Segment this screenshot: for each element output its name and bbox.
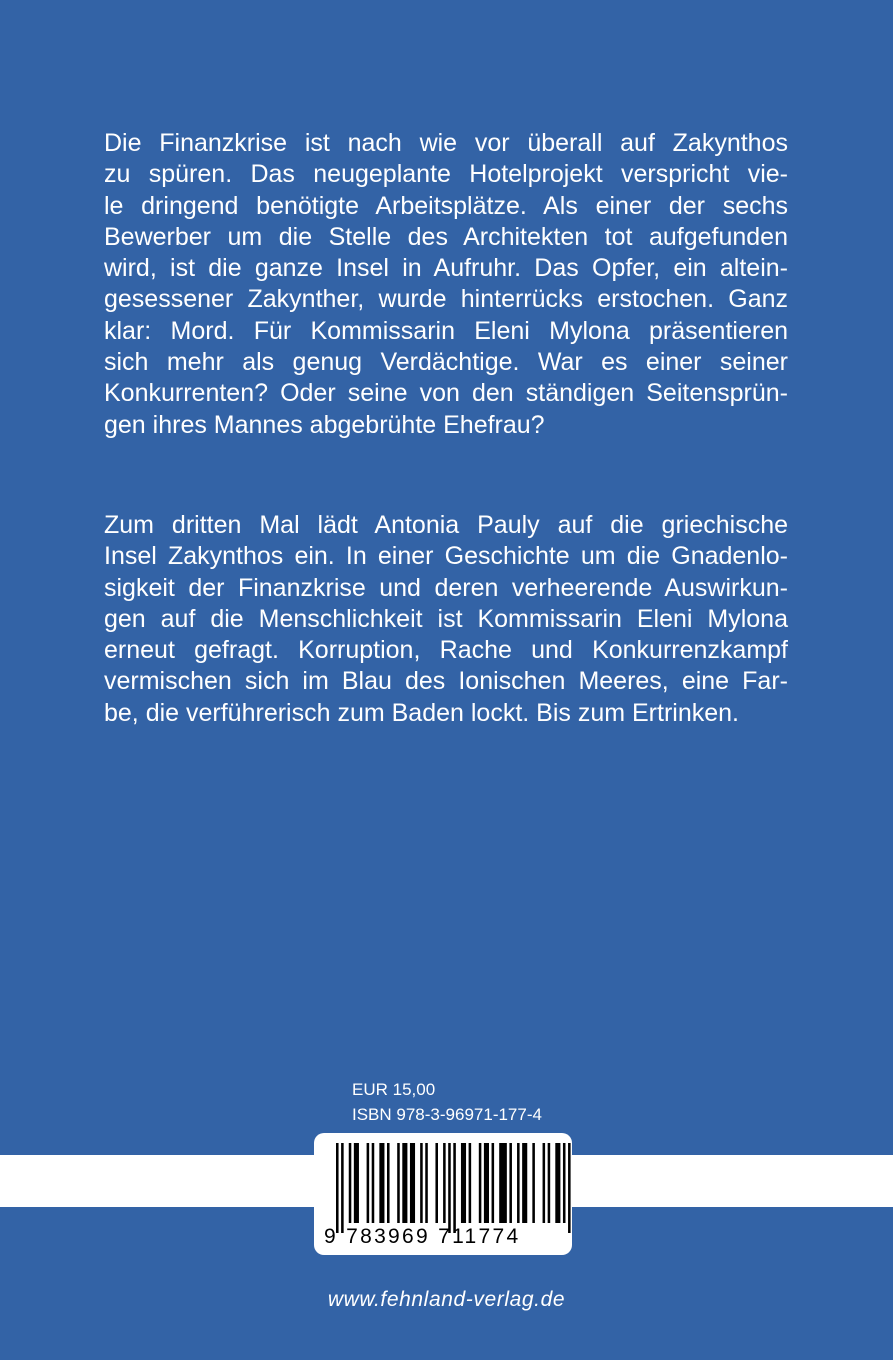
barcode-bar <box>479 1143 482 1223</box>
blurb-line: Konkurrenten? Oder seine von den ständigen Seitensprün- <box>104 379 788 408</box>
blurb-line: Die Finanzkrise ist nach wie vor überall auf Zakynthos <box>104 129 788 157</box>
barcode-bar <box>425 1143 428 1223</box>
barcode-bar <box>492 1143 495 1223</box>
blurb-line: Zum dritten Mal lädt Antonia Pauly auf die griechische <box>104 511 788 539</box>
blurb-line: gen ihres Mannes abgebrühte Ehefrau? <box>104 410 545 439</box>
barcode-bar <box>379 1143 384 1223</box>
barcode-bar <box>367 1143 370 1223</box>
barcode-bar <box>435 1143 438 1223</box>
barcode-bar <box>484 1143 489 1223</box>
blurb-paragraph-2 <box>104 510 788 729</box>
barcode-bar <box>499 1143 507 1223</box>
blurb-line: erneut gefragt. Korruption, Rache und Konkurrenzkampf <box>104 636 788 665</box>
blurb-line: zu spüren. Das neugeplante Hotelprojekt verspricht vie- <box>104 160 788 189</box>
barcode-bar <box>336 1143 339 1233</box>
blurb-line: wird, ist die ganze Insel in Aufruhr. Das Opfer, ein altein- <box>104 254 788 283</box>
blurb-line: klar: Mord. Für Kommissarin Eleni Mylona präsentieren <box>104 316 788 345</box>
barcode-digits: 9 783969 711774 <box>324 1225 521 1248</box>
barcode-bar <box>397 1143 400 1223</box>
barcode-bar <box>568 1143 571 1233</box>
barcode-bar <box>522 1143 527 1223</box>
blurb-line: be, die verführerisch zum Baden lockt. Bis zum Ertrinken. <box>104 698 739 727</box>
blurb-line: Insel Zakynthos ein. In einer Geschichte um die Gnadenlo- <box>104 542 788 571</box>
barcode-bar <box>532 1143 535 1223</box>
isbn-label: ISBN 978-3-96971-177-4 <box>352 1105 542 1124</box>
barcode-bar <box>387 1143 390 1223</box>
blurb-line: sich mehr als genug Verdächtige. War es einer seiner <box>104 348 788 377</box>
barcode-bar <box>443 1143 446 1223</box>
blurb-line: sigkeit der Finanzkrise und deren verheerende Auswirkun- <box>104 573 788 602</box>
barcode-bar <box>448 1143 451 1233</box>
blurb-line: vermischen sich im Blau des Ionischen Meeres, eine Far- <box>104 667 788 696</box>
blurb-line: gesessener Zakynther, wurde hinterrücks erstochen. Ganz <box>104 285 788 314</box>
barcode-bar <box>372 1143 375 1223</box>
barcode-bar <box>420 1143 423 1223</box>
barcode-bar <box>354 1143 359 1223</box>
blurb-paragraph-1 <box>104 128 788 441</box>
barcode-bar <box>461 1143 466 1223</box>
barcode-bar <box>402 1143 407 1223</box>
barcode-bar <box>349 1143 352 1223</box>
blurb-line: le dringend benötigte Arbeitsplätze. Als einer der sechs <box>104 191 788 220</box>
blurb-line: gen auf die Menschlichkeit ist Kommissarin Eleni Mylona <box>104 604 788 633</box>
barcode-bar <box>341 1143 344 1233</box>
barcode-bar <box>517 1143 520 1223</box>
price-isbn-block <box>352 1077 542 1127</box>
barcode-bar <box>509 1143 512 1223</box>
barcode-box <box>314 1133 572 1255</box>
barcode-bar <box>469 1143 472 1223</box>
publisher-website: www.fehnland-verlag.de <box>327 1288 566 1311</box>
price-label: EUR 15,00 <box>352 1080 436 1099</box>
blurb-line: Bewerber um die Stelle des Architekten tot aufgefunden <box>104 222 788 251</box>
barcode-bar <box>555 1143 560 1223</box>
barcode-bar <box>410 1143 415 1223</box>
barcode-bar <box>563 1143 566 1223</box>
barcode-bar <box>543 1143 546 1223</box>
barcode-bar <box>548 1143 551 1223</box>
barcode-bar <box>453 1143 456 1233</box>
